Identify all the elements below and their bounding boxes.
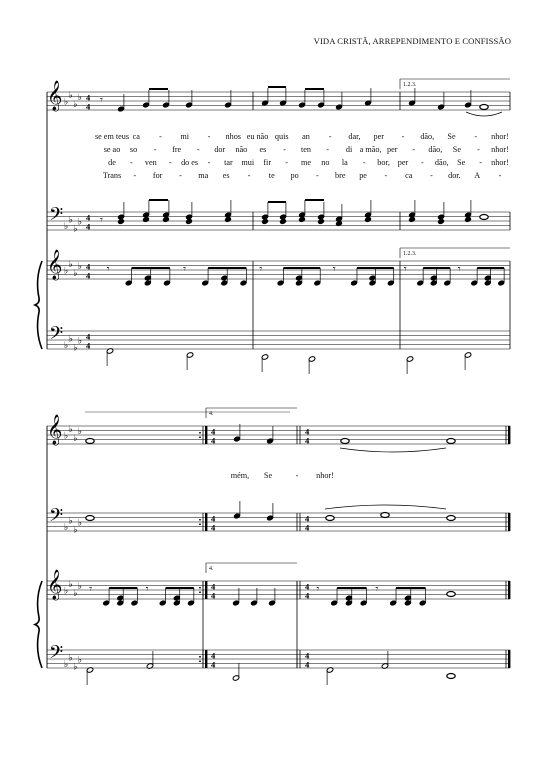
final-barline-thick bbox=[508, 426, 510, 444]
lyric-syllable: fir bbox=[263, 158, 272, 167]
time-signature-top: 4 bbox=[86, 261, 91, 272]
flat-sign: ♭ bbox=[77, 262, 83, 272]
lyric-syllable: - bbox=[159, 132, 162, 141]
lyric-syllable: de bbox=[108, 158, 116, 167]
lyric-syllable: an bbox=[302, 132, 310, 141]
flat-sign: ♭ bbox=[77, 655, 83, 666]
slur bbox=[325, 505, 446, 509]
repeat-dot bbox=[199, 523, 201, 525]
flat-sign: ♭ bbox=[73, 343, 78, 354]
lyric-syllable: - bbox=[474, 132, 478, 141]
eighth-rest: 𝄾 bbox=[457, 262, 461, 276]
lyric-syllable: - bbox=[295, 471, 299, 480]
slur bbox=[340, 448, 446, 452]
flat-sign: ♭ bbox=[73, 268, 78, 279]
eighth-rest: 𝄾 bbox=[259, 262, 263, 276]
flat-sign: ♭ bbox=[73, 588, 78, 599]
lyric-syllable: bor, bbox=[377, 158, 390, 167]
flat-sign: ♭ bbox=[68, 424, 73, 435]
lyric-syllable: - bbox=[207, 132, 211, 141]
flat-sign: ♭ bbox=[73, 433, 78, 444]
lyric-syllable: - bbox=[328, 132, 332, 141]
lyric-syllable: mém, bbox=[230, 471, 250, 480]
flat-sign: ♭ bbox=[68, 653, 73, 664]
repeat-dot bbox=[199, 656, 201, 658]
flat-sign: ♭ bbox=[73, 662, 78, 673]
whole-note bbox=[447, 592, 455, 597]
time-signature-top: 4 bbox=[211, 426, 216, 437]
final-barline-thick bbox=[205, 513, 207, 531]
flat-sign: ♭ bbox=[64, 523, 69, 533]
lyric-syllable: - bbox=[430, 171, 433, 180]
bass-clef: 𝄢 bbox=[49, 642, 64, 668]
eighth-rest: 𝄾 bbox=[100, 213, 103, 227]
piano-brace bbox=[35, 261, 42, 349]
flat-sign: ♭ bbox=[68, 516, 73, 527]
lyric-syllable: no bbox=[321, 158, 330, 167]
lyric-syllable: do es bbox=[181, 158, 199, 167]
lyric-syllable: di bbox=[345, 145, 353, 154]
lyric-syllable: - bbox=[168, 158, 172, 167]
flat-sign: ♭ bbox=[64, 660, 69, 670]
treble-clef: 𝄞 bbox=[47, 570, 63, 600]
eighth-rest: 𝄾 bbox=[403, 262, 407, 276]
volta-label: 4. bbox=[209, 411, 214, 417]
page-header-title: VIDA CRISTÃ, ARREPENDIMENTO E CONFISSÃO bbox=[313, 36, 511, 46]
lyric-syllable: - bbox=[130, 158, 133, 167]
treble-clef: 𝄞 bbox=[47, 415, 63, 445]
lyric-syllable: - bbox=[285, 158, 288, 167]
lyric-syllable: se ao bbox=[103, 145, 121, 154]
time-signature-bottom: 4 bbox=[86, 221, 91, 232]
final-barline-thick bbox=[508, 581, 510, 599]
lyric-syllable: nhos bbox=[225, 132, 241, 141]
lyric-syllable: nhor! bbox=[316, 471, 334, 480]
eighth-rest: 𝄾 bbox=[183, 262, 186, 276]
piano-brace bbox=[35, 581, 42, 668]
time-signature-bottom: 4 bbox=[305, 659, 310, 670]
lyric-syllable: - bbox=[153, 145, 157, 154]
time-signature-bottom: 4 bbox=[211, 659, 216, 670]
lyric-syllable: quis bbox=[274, 132, 289, 141]
eighth-rest: 𝄾 bbox=[316, 582, 320, 596]
lyric-syllable: me bbox=[300, 158, 312, 167]
chord-note bbox=[261, 218, 268, 224]
lyric-syllable: - bbox=[207, 158, 211, 167]
flat-sign: ♭ bbox=[68, 579, 73, 590]
time-signature-top: 4 bbox=[305, 513, 310, 524]
lyric-syllable: for bbox=[152, 171, 163, 180]
final-barline-thick bbox=[508, 513, 510, 531]
repeat-dot bbox=[199, 587, 201, 589]
time-signature-top: 4 bbox=[86, 331, 91, 342]
chord-note bbox=[279, 218, 286, 224]
final-barline-thick bbox=[205, 650, 207, 668]
lyric-syllable: per bbox=[373, 132, 384, 141]
flat-sign: ♭ bbox=[68, 90, 73, 101]
lyric-syllable: - bbox=[362, 158, 366, 167]
lyric-syllable: dão, bbox=[428, 145, 443, 154]
eighth-rest: 𝄾 bbox=[145, 582, 149, 596]
lyric-syllable: ven bbox=[144, 158, 157, 167]
flat-sign: ♭ bbox=[68, 259, 73, 270]
lyric-syllable: ma bbox=[198, 171, 209, 180]
eighth-rest: 𝄾 bbox=[375, 582, 379, 596]
whole-note bbox=[326, 516, 334, 521]
lyric-syllable: - bbox=[133, 171, 137, 180]
lyric-syllable: - bbox=[283, 145, 286, 154]
bass-clef: 𝄢 bbox=[49, 505, 64, 531]
lyric-syllable: Se bbox=[263, 471, 273, 480]
lyric-syllable: bre bbox=[335, 171, 346, 180]
lyric-syllable: ca bbox=[132, 132, 140, 141]
lyric-syllable: A bbox=[474, 171, 481, 180]
bass-clef: 𝄢 bbox=[49, 323, 64, 349]
chord-note bbox=[117, 218, 124, 224]
time-signature-bottom: 4 bbox=[305, 590, 310, 601]
lyric-syllable: - bbox=[196, 145, 200, 154]
lyric-syllable: se em teus bbox=[94, 132, 130, 141]
whole-note bbox=[447, 516, 455, 521]
lyric-syllable: Trans bbox=[102, 171, 122, 180]
lyric-syllable: mui bbox=[241, 158, 255, 167]
final-barline-thick bbox=[508, 650, 510, 668]
time-signature-top: 4 bbox=[211, 513, 216, 524]
time-signature-top: 4 bbox=[305, 581, 310, 592]
whole-note bbox=[381, 513, 389, 518]
chord-note bbox=[162, 216, 169, 222]
repeat-dot bbox=[199, 660, 201, 662]
flat-sign: ♭ bbox=[64, 97, 69, 108]
chord-note bbox=[298, 216, 305, 222]
lyric-syllable: nhor! bbox=[491, 132, 509, 141]
lyric-syllable: - bbox=[401, 132, 405, 141]
time-signature-bottom: 4 bbox=[86, 340, 91, 351]
chord-note bbox=[408, 216, 415, 222]
bass-clef: 𝄢 bbox=[49, 204, 64, 230]
lyric-syllable: - bbox=[479, 158, 482, 167]
slur bbox=[466, 112, 502, 116]
time-signature-top: 4 bbox=[305, 650, 310, 661]
flat-sign: ♭ bbox=[68, 215, 73, 226]
final-barline-thick bbox=[205, 581, 207, 599]
chord-note bbox=[364, 216, 371, 222]
lyric-syllable: dor. bbox=[448, 171, 461, 180]
flat-sign: ♭ bbox=[77, 518, 83, 529]
lyric-syllable: dão, bbox=[420, 132, 435, 141]
eighth-rest: 𝄾 bbox=[100, 93, 103, 107]
chord-note bbox=[185, 218, 192, 224]
repeat-dot bbox=[199, 591, 201, 593]
volta-label: 4. bbox=[209, 566, 214, 572]
final-barline-thick bbox=[205, 426, 207, 444]
treble-clef: 𝄞 bbox=[47, 250, 63, 280]
chord-note bbox=[437, 218, 444, 224]
time-signature-top: 4 bbox=[86, 212, 91, 223]
flat-sign: ♭ bbox=[77, 336, 83, 347]
chord-note bbox=[142, 216, 149, 222]
lyric-syllable: ca bbox=[405, 171, 413, 180]
lyric-syllable: so bbox=[129, 145, 138, 154]
lyric-syllable: - bbox=[421, 158, 424, 167]
flat-sign: ♭ bbox=[77, 582, 83, 592]
whole-note bbox=[341, 439, 349, 444]
flat-sign: ♭ bbox=[73, 525, 78, 536]
lyric-syllable: per bbox=[397, 158, 409, 167]
lyric-syllable: - bbox=[412, 145, 416, 154]
repeat-dot bbox=[199, 436, 201, 438]
repeat-dot bbox=[199, 519, 201, 521]
flat-sign: ♭ bbox=[77, 93, 83, 103]
lyric-syllable: dão, bbox=[434, 158, 449, 167]
time-signature-bottom: 4 bbox=[211, 522, 216, 533]
lyric-syllable: nhor! bbox=[491, 145, 509, 154]
whole-note bbox=[447, 674, 455, 679]
lyric-syllable: pe bbox=[359, 171, 367, 180]
time-signature-top: 4 bbox=[211, 650, 216, 661]
time-signature-top: 4 bbox=[86, 92, 91, 103]
lyrics bbox=[95, 132, 509, 480]
lyric-syllable: - bbox=[179, 171, 182, 180]
lyric-syllable: - bbox=[316, 171, 319, 180]
time-signature-top: 4 bbox=[211, 581, 216, 592]
lyric-syllable: ten bbox=[300, 145, 312, 154]
flat-sign: ♭ bbox=[73, 99, 78, 110]
flat-sign: ♭ bbox=[64, 586, 69, 597]
whole-note bbox=[480, 215, 488, 220]
lyric-syllable: te bbox=[268, 171, 275, 180]
whole-note bbox=[86, 439, 94, 444]
whole-note bbox=[447, 439, 455, 444]
chord-note bbox=[464, 216, 471, 222]
flat-sign: ♭ bbox=[64, 431, 69, 442]
lyric-syllable: es bbox=[222, 171, 230, 180]
lyric-syllable: - bbox=[247, 171, 251, 180]
lyric-syllable: eu não bbox=[246, 132, 269, 141]
time-signature-bottom: 4 bbox=[86, 101, 91, 112]
lyric-syllable: - bbox=[477, 145, 480, 154]
time-signature-bottom: 4 bbox=[86, 270, 91, 281]
flat-sign: ♭ bbox=[77, 427, 83, 437]
time-signature-top: 4 bbox=[305, 426, 310, 437]
flat-sign: ♭ bbox=[64, 222, 69, 232]
eighth-rest: 𝄾 bbox=[106, 262, 110, 276]
lyric-syllable: a mão, bbox=[359, 145, 382, 154]
lyric-syllable: per bbox=[386, 145, 398, 154]
lyric-syllable: tar bbox=[224, 158, 233, 167]
volta-label: 1.2.3. bbox=[403, 82, 417, 88]
chord-note bbox=[224, 216, 231, 222]
flat-sign: ♭ bbox=[68, 334, 73, 345]
lyric-syllable: dar, bbox=[348, 132, 361, 141]
lyric-syllable: po bbox=[290, 171, 299, 180]
lyric-syllable: mi bbox=[180, 132, 190, 141]
repeat-dot bbox=[199, 432, 201, 434]
time-signature-bottom: 4 bbox=[211, 590, 216, 601]
flat-sign: ♭ bbox=[64, 266, 69, 277]
lyric-syllable: Se bbox=[447, 132, 456, 141]
lyric-syllable: dor bbox=[214, 145, 226, 154]
time-signature-bottom: 4 bbox=[305, 522, 310, 533]
whole-note bbox=[86, 516, 94, 521]
flat-sign: ♭ bbox=[64, 341, 69, 351]
lyric-syllable: - bbox=[384, 171, 388, 180]
eighth-rest: 𝄾 bbox=[89, 582, 92, 596]
treble-clef: 𝄞 bbox=[47, 81, 63, 111]
lyric-syllable: Se bbox=[452, 145, 461, 154]
lyric-syllable: la bbox=[341, 158, 348, 167]
flat-sign: ♭ bbox=[73, 224, 78, 235]
lyric-syllable: - bbox=[498, 171, 502, 180]
flat-sign: ♭ bbox=[77, 217, 83, 228]
eighth-rest: 𝄾 bbox=[332, 262, 336, 276]
lyric-syllable: es bbox=[259, 145, 267, 154]
lyric-syllable: Se bbox=[457, 158, 466, 167]
lyric-syllable: - bbox=[326, 145, 329, 154]
chord-note bbox=[317, 218, 324, 224]
lyric-syllable: fre bbox=[172, 145, 182, 154]
time-signature-bottom: 4 bbox=[211, 435, 216, 446]
whole-note bbox=[480, 105, 488, 110]
time-signature-bottom: 4 bbox=[305, 435, 310, 446]
lyric-syllable: nhor! bbox=[491, 158, 509, 167]
volta-label: 1.2.3. bbox=[403, 251, 417, 257]
lyric-syllable: não bbox=[235, 145, 248, 154]
volta-brackets bbox=[85, 79, 510, 573]
clefs-and-key-signatures bbox=[35, 80, 310, 672]
